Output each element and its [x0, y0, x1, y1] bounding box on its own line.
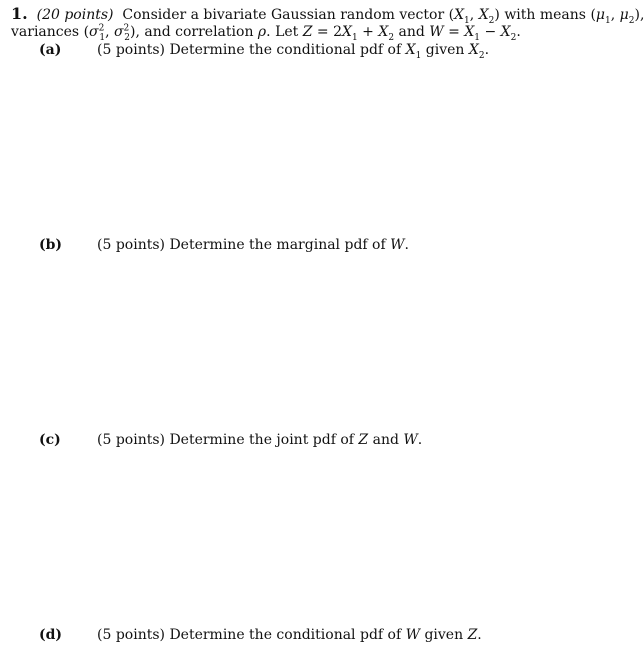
question-number: 1. [11, 4, 28, 23]
intro-text-2a: variances [11, 24, 80, 40]
part-c-label: (c) [39, 432, 61, 448]
part-b-prompt: Determine the marginal pdf of [169, 237, 386, 253]
part-b [0, 236, 630, 254]
math-w-c: W. [403, 432, 423, 448]
math-z-definition: $Z = 2X_1 + X_2$ [302, 24, 395, 43]
math-z: Z [358, 432, 369, 448]
intro-text-2b: , and correlation [135, 24, 254, 40]
part-d-text [97, 626, 482, 644]
intro-text-1a: Consider a bivariate Gaussian random vector [122, 7, 445, 23]
part-d-label: (d) [39, 627, 63, 643]
part-a-label: (a) [39, 42, 62, 58]
math-random-vector: ($X_1$, $X_2$) [448, 7, 500, 26]
part-a [0, 41, 630, 59]
math-w: W. [390, 237, 409, 253]
part-d-tail: given [424, 627, 464, 643]
math-rho: ρ. [257, 24, 271, 40]
part-b-points: (5 points) [97, 237, 165, 253]
intro-text-1b: with means [504, 7, 586, 23]
part-a-tail: given [425, 42, 465, 58]
math-w-definition: $W = X_1 - X_2$. [429, 24, 521, 43]
question-points: (20 points) [36, 7, 114, 23]
part-a-text [97, 41, 489, 59]
part-d-prompt: Determine the conditional pdf of [169, 627, 402, 643]
part-a-prompt: Determine the conditional pdf of [169, 42, 402, 58]
intro-text-2c: Let [275, 24, 299, 40]
part-c-tail: and [372, 432, 399, 448]
math-w-d: W [405, 627, 420, 643]
part-b-label: (b) [39, 237, 63, 253]
math-x1: $X_1$ [405, 42, 422, 61]
intro-text-2d: and [398, 24, 425, 40]
part-c-prompt: Determine the joint pdf of [169, 432, 354, 448]
part-c [0, 431, 630, 449]
part-d-points: (5 points) [97, 627, 165, 643]
part-a-points: (5 points) [97, 42, 165, 58]
math-z-d: Z. [467, 627, 482, 643]
part-c-text [97, 431, 422, 449]
math-x2: $X_2$. [468, 42, 490, 61]
question-intro-line-1 [11, 5, 644, 24]
math-variances: ($\sigma^2_1$, $\sigma^2_2$) [83, 23, 136, 43]
part-c-points: (5 points) [97, 432, 165, 448]
question-intro-line-2 [11, 23, 521, 41]
part-d [0, 626, 630, 644]
math-means: ($\mu_1$, $\mu_2$), [590, 7, 644, 26]
part-b-text [97, 236, 409, 254]
